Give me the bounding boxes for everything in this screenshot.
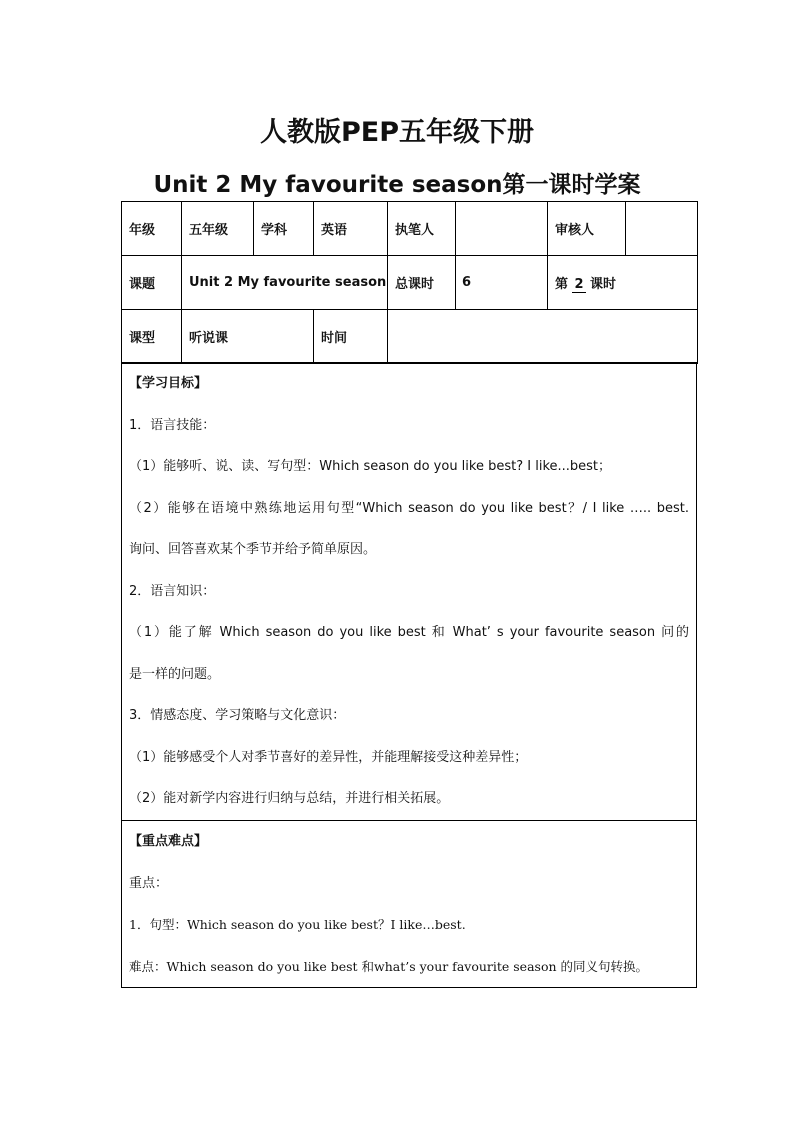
author-label: 执笔人: [388, 202, 456, 256]
lesson-number: 2: [572, 277, 586, 293]
document-subtitle: Unit 2 My favourite season第一课时学案: [153, 172, 641, 198]
objective-line: （2）能够在语境中熟练地运用句型“Which season do you like best？/ I like ….. best.: [129, 500, 689, 516]
objective-line: （1）能够感受个人对季节喜好的差异性，并能理解接受这种差异性；: [129, 749, 528, 765]
objective-line: 2．语言知识：: [129, 583, 216, 599]
total-label: 总课时: [388, 256, 456, 310]
total-value: 6: [456, 256, 548, 310]
author-value: [456, 202, 548, 256]
key-point-line: 难点：Which season do you like best 和what’s your favourite season 的同义句转换。: [129, 958, 649, 974]
lesson-number-cell: [548, 256, 698, 310]
table-row-grade: [122, 202, 698, 256]
reviewer-value: [626, 202, 698, 256]
topic-label: 课题: [122, 256, 182, 310]
document-title: 人教版PEP五年级下册: [259, 117, 535, 148]
lesson-suffix: 课时: [590, 276, 617, 292]
objective-line: 3．情感态度、学习策略与文化意识：: [129, 708, 346, 723]
objective-line: （1）能了解 Which season do you like best 和 What’ s your favourite season 问的: [129, 625, 689, 640]
reviewer-label: 审核人: [548, 202, 626, 256]
lesson-prefix: 第: [555, 276, 569, 292]
subject-value: 英语: [314, 202, 388, 256]
time-value: [388, 310, 698, 364]
type-value: 听说课: [182, 310, 314, 364]
objective-line: 询问、回答喜欢某个季节并给予简单原因。: [129, 542, 377, 557]
grade-label: 年级: [122, 202, 182, 256]
subject-label: 学科: [254, 202, 314, 256]
time-label: 时间: [314, 310, 388, 364]
topic-value: Unit 2 My favourite season: [182, 256, 388, 310]
table-row-topic: [122, 256, 698, 310]
lesson-info-table: [121, 201, 698, 364]
grade-value: 五年级: [182, 202, 254, 256]
objectives-heading: 【学习目标】: [129, 376, 208, 391]
objective-line: （1）能够听、说、读、写句型：Which season do you like best? I like...best；: [129, 459, 612, 474]
objective-line: 1．语言技能：: [129, 417, 216, 433]
key-point-line: 重点：: [129, 875, 169, 891]
table-row-type: [122, 310, 698, 364]
type-label: 课型: [122, 310, 182, 364]
key-points-section: [121, 820, 697, 988]
objective-line: 是一样的问题。: [129, 666, 221, 682]
objectives-section: [121, 362, 697, 821]
key-points-heading: 【重点难点】: [129, 834, 208, 849]
key-point-line: 1．句型：Which season do you like best？I like…best.: [129, 917, 466, 932]
objective-line: （2）能对新学内容进行归纳与总结，并进行相关拓展。: [129, 791, 450, 806]
